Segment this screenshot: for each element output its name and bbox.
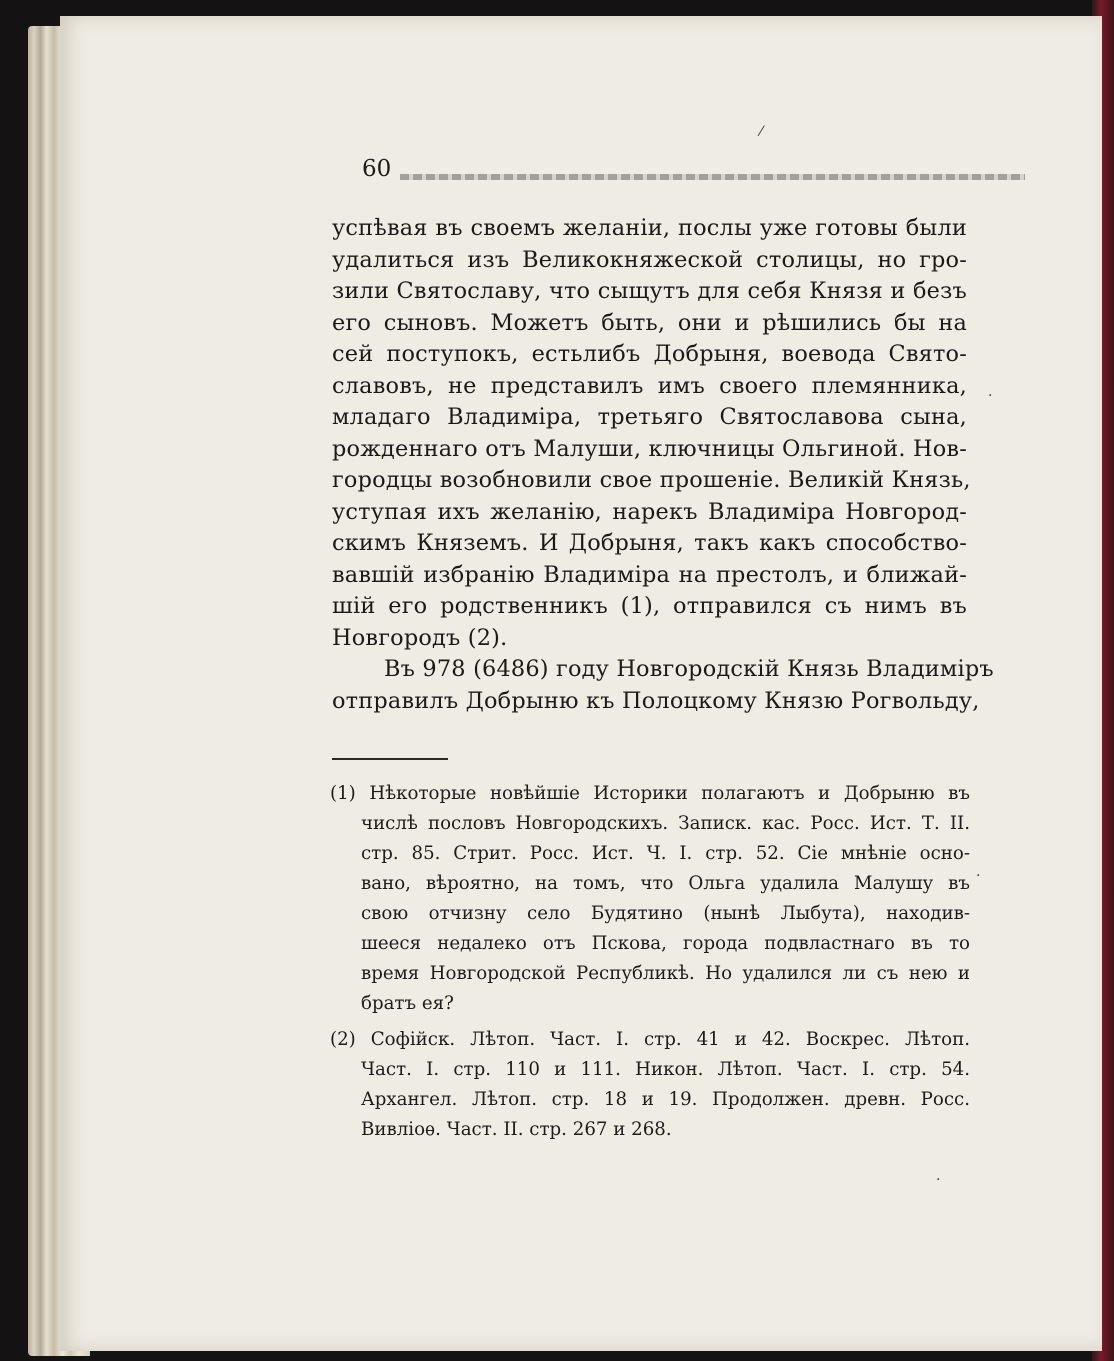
body-line: сей поступокъ, естьлибъ Добрыня, воевода Свято-	[332, 341, 967, 367]
footnote-1	[330, 779, 970, 1019]
specks: ·	[936, 1172, 941, 1188]
book-page	[60, 16, 1102, 1351]
specks: ·	[988, 388, 993, 404]
footnote-line: стр. 85. Стрит. Росс. Ист. Ч. I. стр. 52. Сіе мнѣніе осно-	[361, 843, 970, 864]
footnote-rule	[332, 758, 448, 760]
body-line: шій его родственникъ (1), отправился съ нимъ въ	[332, 593, 967, 619]
specks: ·	[976, 868, 981, 884]
footnote-line: вано, вѣроятно, на томъ, что Ольга удалила Малушу въ	[361, 873, 970, 894]
footnote-2	[330, 1025, 970, 1145]
body-line: городцы возобновили свое прошеніе. Великій Князь,	[332, 467, 971, 493]
body-line: уступая ихъ желанію, нарекъ Владиміра Новгород-	[332, 498, 967, 525]
body-line: Въ 978 (6486) году Новгородскій Князь Владиміръ	[384, 656, 994, 682]
body-line: рожденнаго отъ Малуши, ключницы Ольгиной. Нов-	[332, 435, 967, 462]
body-line: его сыновъ. Можетъ быть, они и рѣшились бы на	[332, 309, 967, 336]
footnote-line: Архангел. Лѣтоп. стр. 18 и 19. Продолжен. древн. Росс.	[361, 1089, 970, 1110]
body-line: зили Святославу, что сыщутъ для себя Князя и безъ	[332, 278, 967, 304]
footnote-line: время Новгородской Республикѣ. Но удалился ли съ нею и	[361, 963, 970, 984]
body-line: скимъ Княземъ. И Добрыня, такъ какъ способство-	[332, 530, 967, 556]
body-line: удалиться изъ Великокняжеской столицы, но гро-	[332, 246, 967, 273]
body-text	[332, 213, 994, 717]
footnote-line: (1) Нѣкоторые новѣйшіе Историки полагаютъ и Добрыню въ	[330, 783, 970, 804]
footnote-line: шееся недалеко отъ Пскова, города подвластнаго въ то	[361, 933, 970, 954]
footnote-line: братъ ея?	[361, 993, 454, 1014]
footnotes	[330, 779, 970, 1151]
specks: ⁄	[760, 124, 763, 140]
footnote-line: Част. I. стр. 110 и 111. Никон. Лѣтоп. Част. I. стр. 54.	[361, 1059, 970, 1080]
body-line: отправилъ Добрыню къ Полоцкому Князю Рогвольду,	[332, 687, 980, 714]
body-line: вавшій избранію Владиміра на престолъ, и ближай-	[332, 561, 967, 588]
body-line: успѣвая въ своемъ желаніи, послы уже готовы были	[332, 215, 967, 241]
page-number: 60	[362, 156, 392, 182]
footnote-line: числѣ пословъ Новгородскихъ. Записк. кас. Росс. Ист. Т. II.	[361, 813, 970, 834]
footnote-line: свою отчизну село Будятино (нынѣ Лыбута), находив-	[361, 903, 970, 924]
footnote-line: (2) Софійск. Лѣтоп. Част. I. стр. 41 и 42. Воскрес. Лѣтоп.	[330, 1029, 970, 1050]
header-rule	[400, 174, 1025, 180]
body-line: славовъ, не представилъ имъ своего племянника,	[332, 372, 967, 399]
body-line: младаго Владиміра, третьяго Святославова сына,	[332, 404, 967, 430]
body-line: Новгородъ (2).	[332, 624, 508, 651]
footnote-line: Вивліоѳ. Част. II. стр. 267 и 268.	[361, 1119, 672, 1140]
